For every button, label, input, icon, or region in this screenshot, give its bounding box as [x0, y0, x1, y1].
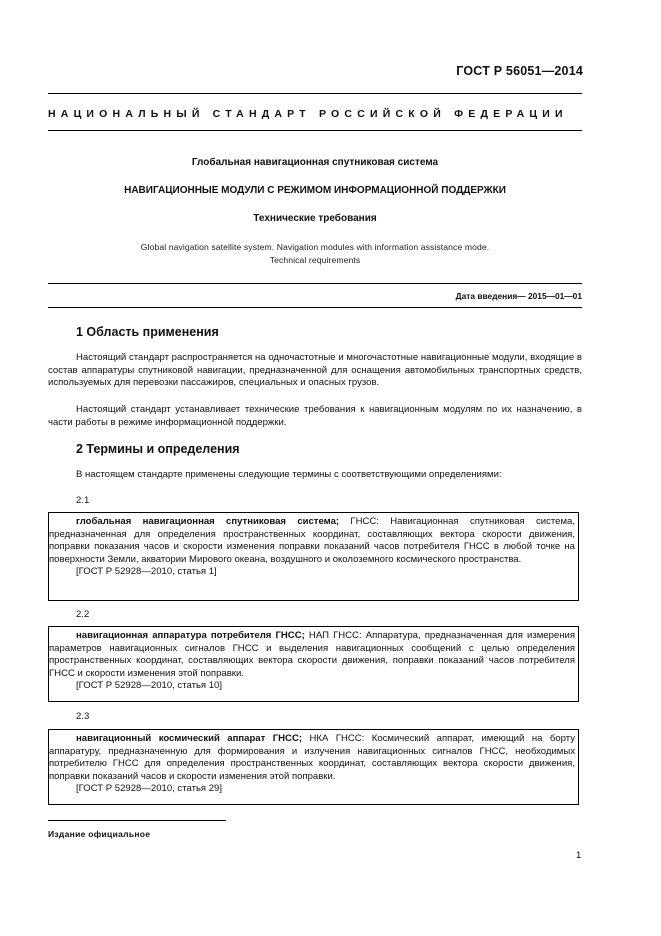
banner-rule — [48, 130, 582, 131]
document-number: ГОСТ Р 56051—2014 — [456, 64, 583, 78]
date-rule-bottom — [48, 307, 582, 308]
term-definition — [49, 733, 575, 783]
term-box-2-2 — [48, 626, 579, 702]
term-box-2-3 — [48, 729, 579, 805]
page-number: 1 — [576, 850, 582, 861]
section1-para1: Настоящий стандарт распространяется на одночастотные и многочастотные навигационные модули, входящие в состав аппаратуры спутниковой навигации, предназначенной для оснащения автомобильных транспортных средств, используемых для перевозки пассажиров, специальных и опасных грузов. — [48, 352, 582, 389]
term-box-2-1 — [48, 512, 579, 601]
term-definition — [49, 516, 575, 566]
section2-intro: В настоящем стандарте применены следующие термины с соответствующими определениями: — [76, 469, 502, 480]
term-name: навигационная аппаратура потребителя ГНСС; — [76, 630, 305, 641]
title-requirements: Технические требования — [253, 213, 377, 224]
english-title-line1: Global navigation satellite system. Navigation modules with information assistance mode. — [140, 242, 490, 252]
national-standard-banner: НАЦИОНАЛЬНЫЙ СТАНДАРТ РОССИЙСКОЙ ФЕДЕРАЦИИ — [48, 108, 568, 120]
section1-para2: Настоящий стандарт устанавливает технические требования к навигационным модулям по их назначению, в части работы в режиме информационной поддержки. — [48, 404, 582, 428]
section2-heading: 2 Термины и определения — [76, 442, 240, 456]
term-name: навигационный космический аппарат ГНСС; — [76, 733, 303, 744]
edition-label: Издание официальное — [48, 829, 151, 839]
intro-date: Дата введения— 2015—01—01 — [455, 291, 582, 301]
english-title — [48, 241, 582, 266]
term-number: 2.1 — [76, 495, 90, 506]
term-text: НАП ГНСС: Аппаратура, предназначенная для измерения параметров навигационных сигналов ГНСС и выделения навигационных сообщений с целью определения пространственных координат, составляющих вектора скорости движения, поправки показаний часов потребителя ГНСС и скорости изменения этой поправки. — [49, 630, 575, 679]
term-source: [ГОСТ Р 52928—2010, статья 10] — [76, 680, 223, 692]
title-modules: НАВИГАЦИОННЫЕ МОДУЛИ С РЕЖИМОМ ИНФОРМАЦИОННОЙ ПОДДЕРЖКИ — [124, 185, 506, 196]
term-source: [ГОСТ Р 52928—2010, статья 1] — [76, 566, 217, 578]
title-system: Глобальная навигационная спутниковая система — [191, 157, 439, 168]
term-number: 2.3 — [76, 711, 90, 722]
term-text: НКА ГНСС: Космический аппарат, имеющий на борту аппаратуру, предназначенную для формирования и излучения навигационных сигналов ГНСС, необходимых потребителю ГНСС для определения пространственных координат, составляющих вектора скорости движения, поправки показаний часов и скорости изменения этой поправки. — [49, 733, 575, 782]
header-rule — [48, 93, 582, 94]
date-rule-top — [48, 283, 582, 284]
term-name: глобальная навигационная спутниковая система; — [76, 516, 340, 527]
section1-heading: 1 Область применения — [76, 325, 219, 339]
term-text: ГНСС: Навигационная спутниковая система, предназначенная для определения пространственных координат, составляющих вектора скорости движения, поправки показания часов и скорости изменения поправки показаний часов потребителя ГНСС в любой точке на поверхности Земли, акватории Мирового океана, воздушного и околоземного космического пространства. — [49, 516, 575, 565]
english-title-line2: Technical requirements — [269, 254, 361, 265]
term-definition — [49, 630, 575, 680]
term-number: 2.2 — [76, 609, 90, 620]
term-source: [ГОСТ Р 52928—2010, статья 29] — [76, 783, 223, 795]
footer-rule — [48, 820, 226, 821]
